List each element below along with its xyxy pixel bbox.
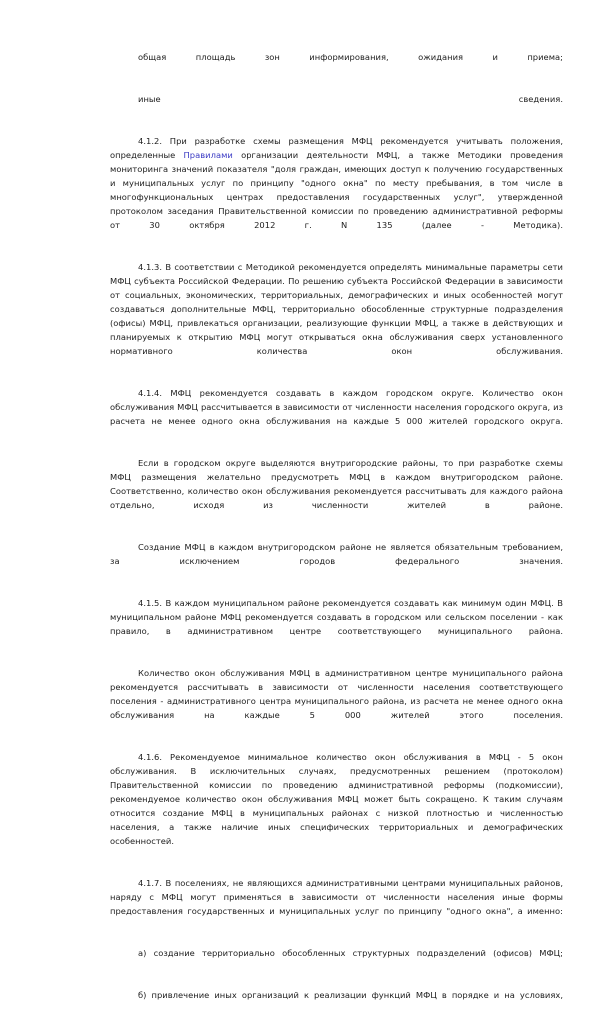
document-body (110, 50, 563, 1016)
paragraph-4-1-2-text-after-link: организации деятельности МФЦ, а также Методики проведения мониторинга значений показателя "доля граждан, имеющих доступ к получению государственных и муниципальных услуг по принципу "одного окна" по месту пребывания, в том числе в многофункциональных центрах предоставления государственных услуг", утвержденной протоколом заседания Правительственной комиссии по проведению административной реформы от 30 октября 2012 г. N 135 (далее - Методика). (110, 150, 563, 230)
paragraph-4-1-7: 4.1.7. В поселениях, не являющихся административными центрами муниципальных районов, наряду с МФЦ могут применяться в зависимости от численности населения иные формы предоставления государственных и муниципальных услуг по принципу "одного окна", а именно: (110, 878, 563, 916)
paragraph-4-1-4: 4.1.4. МФЦ рекомендуется создавать в каждом городском округе. Количество окон обслуживания МФЦ рассчитывается в зависимости от численности населения городского округа, из расчета не менее одного окна обслуживания на каждые 5 000 жителей городского округа. (110, 388, 563, 426)
paragraph-4-1-2 (110, 134, 563, 246)
paragraph-kolichestvo-okon: Количество окон обслуживания МФЦ в административном центре муниципального района рекомендуется рассчитывать в зависимости от численности населения соответствующего поселения - административного центра муниципального района, из расчета не менее одного окна обслуживания на каждые 5 000 жителей этого поселения. (110, 668, 563, 720)
paragraph-4-1-5: 4.1.5. В каждом муниципальном районе рекомендуется создавать как минимум один МФЦ. В муниципальном районе МФЦ рекомендуется создавать в городском или сельском поселении - как правило, в административном центре соответствующего муниципального района. (110, 598, 563, 636)
paragraph-inye-svedeniya: иные сведения. (138, 94, 563, 104)
paragraph-obshaya-ploshad: общая площадь зон информирования, ожидания и приема; (138, 52, 563, 62)
paragraph-4-1-6: 4.1.6. Рекомендуемое минимальное количество окон обслуживания в МФЦ - 5 окон обслуживания. В исключительных случаях, предусмотренных решением (протоколом) Правительственной комиссии по проведению административной реформы (подкомиссии), рекомендуемое количество окон обслуживания МФЦ может быть сокращено. К таким случаям относится создание МФЦ в муниципальных районах с низкой плотностью и численностью населения, а также наличие иных специфических территориальных и демографических особенностей. (110, 752, 563, 846)
paragraph-sozdanie-mfc: Создание МФЦ в каждом внутригородском районе не является обязательным требованием, за исключением городов федерального значения. (110, 542, 563, 566)
paragraph-4-1-2-text-before-link: 4.1.2. При разработке схемы размещения МФЦ рекомендуется учитывать положения, определенные (110, 136, 563, 160)
list-item-a: а) создание территориально обособленных структурных подразделений (офисов) МФЦ; (138, 948, 563, 958)
paragraph-vnutrigorodskie-rayony: Если в городском округе выделяются внутригородские районы, то при разработке схемы МФЦ размещения желательно предусмотреть МФЦ в каждом внутригородском районе. Соответственно, количество окон обслуживания рекомендуется рассчитывать для каждого района отдельно, исходя из численности жителей в районе. (110, 458, 563, 510)
list-item-b: б) привлечение иных организаций к реализации функций МФЦ в порядке и на условиях, (138, 990, 563, 1000)
paragraph-4-1-3: 4.1.3. В соответствии с Методикой рекомендуется определять минимальные параметры сети МФЦ субъекта Российской Федерации. По решению субъекта Российской Федерации в зависимости от социальных, экономических, территориальных, демографических и иных особенностей могут создаваться дополнительные МФЦ, территориально обособленные структурные подразделения (офисы) МФЦ, привлекаться организации, реализующие функции МФЦ, а также в действующих и планируемых к открытию МФЦ могут открываться окна обслуживания сверх установленного нормативного количества окон обслуживания. (110, 262, 563, 356)
pravilami-link[interactable]: Правилами (183, 150, 233, 160)
